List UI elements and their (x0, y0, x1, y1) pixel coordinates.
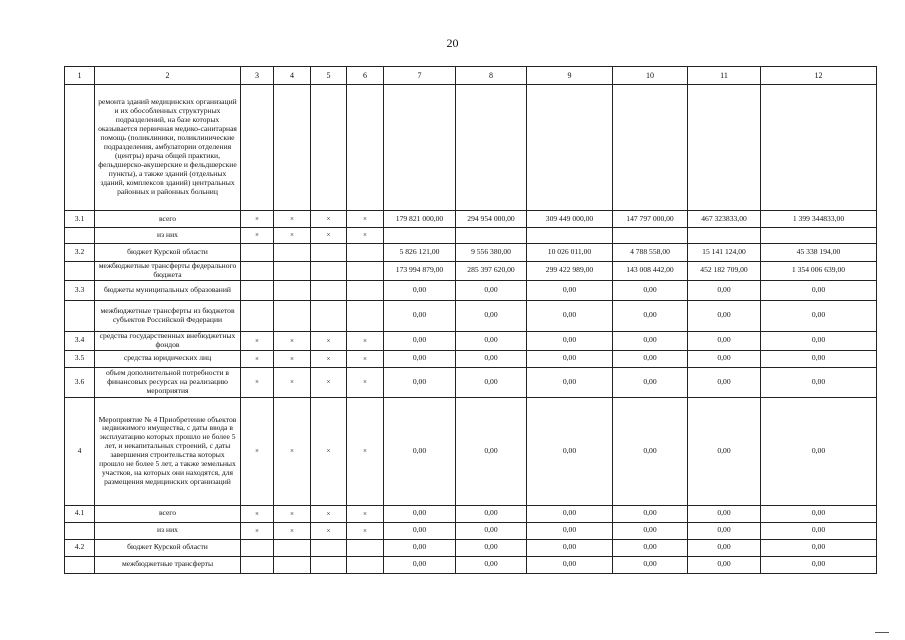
mark-cell: × (241, 505, 274, 522)
mark-cell (274, 244, 311, 262)
amount-cell: 0,00 (384, 350, 456, 367)
mark-cell (311, 262, 347, 281)
amount-cell: 1 399 344833,00 (761, 211, 877, 228)
amount-cell: 0,00 (527, 539, 613, 556)
mark-cell: × (274, 350, 311, 367)
table-row (65, 331, 877, 350)
amount-cell: 0,00 (384, 522, 456, 539)
row-name-cell: бюджеты муниципальных образований (95, 280, 241, 300)
table-row (65, 350, 877, 367)
mark-cell (311, 244, 347, 262)
amount-cell: 1 354 006 639,00 (761, 262, 877, 281)
amount-cell: 0,00 (761, 505, 877, 522)
mark-cell (241, 280, 274, 300)
amount-cell: 0,00 (688, 280, 761, 300)
intro-row (65, 85, 877, 211)
mark-cell (347, 244, 384, 262)
mark-cell: × (241, 331, 274, 350)
amount-cell: 0,00 (761, 280, 877, 300)
mark-cell (241, 244, 274, 262)
mark-cell: × (274, 522, 311, 539)
amount-cell: 0,00 (613, 539, 688, 556)
header-cell: 9 (527, 67, 613, 85)
row-number-cell (65, 522, 95, 539)
mark-cell: × (241, 350, 274, 367)
amount-cell: 10 026 011,00 (527, 244, 613, 262)
amount-cell: 0,00 (761, 522, 877, 539)
row-number-cell: 4.2 (65, 539, 95, 556)
mark-cell (311, 300, 347, 331)
mark-cell: × (241, 522, 274, 539)
header-cell: 11 (688, 67, 761, 85)
amount-cell (761, 228, 877, 244)
amount-cell: 9 556 380,00 (456, 244, 527, 262)
row-name-cell: средства юридических лиц (95, 350, 241, 367)
mark-cell (241, 300, 274, 331)
row-number-cell: 3.1 (65, 211, 95, 228)
mark-cell (241, 556, 274, 573)
row-number-cell (65, 300, 95, 331)
header-cell: 4 (274, 67, 311, 85)
mark-cell (274, 539, 311, 556)
row-number-cell (65, 228, 95, 244)
header-cell: 5 (311, 67, 347, 85)
header-cell: 3 (241, 67, 274, 85)
row-name-cell: бюджет Курской области (95, 244, 241, 262)
empty-cell (456, 85, 527, 211)
amount-cell: 0,00 (527, 367, 613, 397)
header-cell: 12 (761, 67, 877, 85)
amount-cell: 0,00 (456, 556, 527, 573)
row-number-cell: 3.2 (65, 244, 95, 262)
table-row (65, 244, 877, 262)
row-name-cell: межбюджетные трансферты из бюджетов субъектов Российской Федерации (95, 300, 241, 331)
amount-cell: 0,00 (527, 350, 613, 367)
mark-cell (274, 262, 311, 281)
amount-cell: 0,00 (688, 397, 761, 505)
amount-cell: 0,00 (761, 300, 877, 331)
mark-cell (241, 539, 274, 556)
empty-cell (613, 85, 688, 211)
mark-cell (347, 556, 384, 573)
mark-cell: × (311, 522, 347, 539)
amount-cell: 467 323833,00 (688, 211, 761, 228)
mark-cell: × (311, 350, 347, 367)
table-row (65, 211, 877, 228)
amount-cell: 0,00 (527, 397, 613, 505)
row-name-cell: всего (95, 505, 241, 522)
amount-cell: 0,00 (384, 505, 456, 522)
empty-cell (241, 85, 274, 211)
mark-cell: × (347, 367, 384, 397)
empty-cell (311, 85, 347, 211)
row-number-cell (65, 262, 95, 281)
amount-cell (456, 228, 527, 244)
amount-cell: 309 449 000,00 (527, 211, 613, 228)
mark-cell (274, 556, 311, 573)
mark-cell: × (274, 211, 311, 228)
mark-cell (274, 300, 311, 331)
mark-cell (311, 539, 347, 556)
row-number-cell: 4 (65, 397, 95, 505)
table-row (65, 397, 877, 505)
mark-cell: × (347, 350, 384, 367)
empty-cell (761, 85, 877, 211)
row-number-cell (65, 556, 95, 573)
mark-cell: × (274, 397, 311, 505)
row-number-cell: 3.5 (65, 350, 95, 367)
amount-cell: 0,00 (456, 350, 527, 367)
mark-cell: × (274, 505, 311, 522)
amount-cell: 0,00 (688, 350, 761, 367)
mark-cell: × (347, 211, 384, 228)
mark-cell (241, 262, 274, 281)
amount-cell: 143 008 442,00 (613, 262, 688, 281)
amount-cell: 0,00 (527, 505, 613, 522)
row-name-cell: из них (95, 522, 241, 539)
amount-cell: 0,00 (688, 300, 761, 331)
amount-cell (527, 228, 613, 244)
amount-cell: 285 397 620,00 (456, 262, 527, 281)
amount-cell: 0,00 (527, 556, 613, 573)
amount-cell: 0,00 (613, 556, 688, 573)
header-cell: 6 (347, 67, 384, 85)
mark-cell (347, 262, 384, 281)
amount-cell: 0,00 (384, 397, 456, 505)
amount-cell (688, 228, 761, 244)
amount-cell: 0,00 (456, 367, 527, 397)
row-name-cell: Мероприятие № 4 Приобретение объектов недвижимого имущества, с даты ввода в эксплуатацию которых прошло не более 5 лет, и некапитальных строений, с даты завершения строительства которых прошло не более 5 лет, а также земельных участков, на которых они находятся, для размещения медицинских организаций (95, 397, 241, 505)
mark-cell: × (241, 367, 274, 397)
amount-cell: 0,00 (456, 522, 527, 539)
amount-cell: 173 994 879,00 (384, 262, 456, 281)
header-cell: 10 (613, 67, 688, 85)
row-name-cell: из них (95, 228, 241, 244)
page-number: 20 (446, 36, 459, 50)
mark-cell: × (311, 367, 347, 397)
amount-cell: 0,00 (384, 539, 456, 556)
amount-cell: 0,00 (527, 331, 613, 350)
table-row (65, 280, 877, 300)
amount-cell: 0,00 (688, 539, 761, 556)
amount-cell (613, 228, 688, 244)
mark-cell: × (311, 505, 347, 522)
mark-cell (311, 280, 347, 300)
amount-cell: 0,00 (527, 280, 613, 300)
amount-cell: 452 182 709,00 (688, 262, 761, 281)
amount-cell: 15 141 124,00 (688, 244, 761, 262)
amount-cell: 0,00 (613, 350, 688, 367)
mark-cell (347, 539, 384, 556)
intro-text: ремонта зданий медицинских организаций и их обособленных структурных подразделений, на базе которых оказывается первичная медико-санитарная помощь (поликлиники, поликлинические подразделения, амбулатории отделения (центры) врача общей практики, фельдшерско-акушерские и фельдшерские пункты), а также зданий (отдельных зданий, комплексов зданий) центральных районных и районных больниц (95, 85, 241, 211)
intro-num-cell (65, 85, 95, 211)
amount-cell: 0,00 (456, 300, 527, 331)
empty-cell (688, 85, 761, 211)
amount-cell: 0,00 (456, 397, 527, 505)
amount-cell: 0,00 (613, 331, 688, 350)
amount-cell: 0,00 (456, 539, 527, 556)
mark-cell: × (274, 228, 311, 244)
row-name-cell: бюджет Курской области (95, 539, 241, 556)
mark-cell: × (274, 367, 311, 397)
amount-cell: 0,00 (384, 367, 456, 397)
amount-cell: 0,00 (384, 300, 456, 331)
scan-edge-mark (875, 632, 889, 636)
table-row (65, 262, 877, 281)
amount-cell: 45 338 194,00 (761, 244, 877, 262)
amount-cell: 0,00 (527, 522, 613, 539)
row-name-cell: средства государственных внебюджетных фондов (95, 331, 241, 350)
table-row (65, 522, 877, 539)
header-cell: 8 (456, 67, 527, 85)
mark-cell: × (347, 397, 384, 505)
header-cell: 1 (65, 67, 95, 85)
amount-cell: 0,00 (761, 367, 877, 397)
amount-cell: 0,00 (761, 556, 877, 573)
header-row (65, 67, 877, 85)
mark-cell: × (347, 228, 384, 244)
amount-cell: 0,00 (456, 505, 527, 522)
amount-cell: 0,00 (688, 505, 761, 522)
amount-cell: 0,00 (456, 331, 527, 350)
mark-cell: × (241, 211, 274, 228)
table-row (65, 505, 877, 522)
amount-cell: 0,00 (613, 367, 688, 397)
mark-cell: × (311, 331, 347, 350)
amount-cell: 0,00 (761, 331, 877, 350)
table-body (65, 211, 877, 574)
header-cell: 7 (384, 67, 456, 85)
amount-cell: 0,00 (613, 522, 688, 539)
amount-cell: 0,00 (761, 397, 877, 505)
amount-cell: 0,00 (761, 350, 877, 367)
amount-cell: 0,00 (688, 331, 761, 350)
amount-cell (384, 228, 456, 244)
amount-cell: 0,00 (761, 539, 877, 556)
amount-cell: 0,00 (384, 280, 456, 300)
table-row (65, 228, 877, 244)
mark-cell: × (311, 397, 347, 505)
row-number-cell: 3.6 (65, 367, 95, 397)
amount-cell: 0,00 (527, 300, 613, 331)
amount-cell: 0,00 (613, 397, 688, 505)
amount-cell: 179 821 000,00 (384, 211, 456, 228)
header-cell: 2 (95, 67, 241, 85)
row-number-cell: 3.3 (65, 280, 95, 300)
amount-cell: 0,00 (688, 556, 761, 573)
mark-cell: × (274, 331, 311, 350)
amount-cell: 147 797 000,00 (613, 211, 688, 228)
amount-cell: 299 422 989,00 (527, 262, 613, 281)
amount-cell: 0,00 (613, 280, 688, 300)
mark-cell: × (347, 505, 384, 522)
amount-cell: 0,00 (456, 280, 527, 300)
row-name-cell: межбюджетные трансферты федерального бюджета (95, 262, 241, 281)
row-name-cell: межбюджетные трансферты (95, 556, 241, 573)
mark-cell: × (241, 228, 274, 244)
amount-cell: 0,00 (688, 522, 761, 539)
table-row (65, 539, 877, 556)
mark-cell: × (347, 522, 384, 539)
amount-cell: 0,00 (688, 367, 761, 397)
mark-cell: × (347, 331, 384, 350)
mark-cell (347, 300, 384, 331)
table-row (65, 300, 877, 331)
row-number-cell: 4.1 (65, 505, 95, 522)
amount-cell: 4 788 558,00 (613, 244, 688, 262)
mark-cell: × (311, 211, 347, 228)
amount-cell: 0,00 (384, 556, 456, 573)
row-number-cell: 3.4 (65, 331, 95, 350)
table-row (65, 367, 877, 397)
mark-cell (274, 280, 311, 300)
empty-cell (384, 85, 456, 211)
empty-cell (347, 85, 384, 211)
mark-cell: × (241, 397, 274, 505)
budget-table (64, 66, 877, 574)
amount-cell: 0,00 (384, 331, 456, 350)
amount-cell: 0,00 (613, 300, 688, 331)
amount-cell: 294 954 000,00 (456, 211, 527, 228)
row-name-cell: объем дополнительной потребности в финансовых ресурсах на реализацию мероприятия (95, 367, 241, 397)
empty-cell (274, 85, 311, 211)
amount-cell: 5 826 121,00 (384, 244, 456, 262)
table-row (65, 556, 877, 573)
mark-cell (347, 280, 384, 300)
mark-cell: × (311, 228, 347, 244)
amount-cell: 0,00 (613, 505, 688, 522)
empty-cell (527, 85, 613, 211)
mark-cell (311, 556, 347, 573)
row-name-cell: всего (95, 211, 241, 228)
